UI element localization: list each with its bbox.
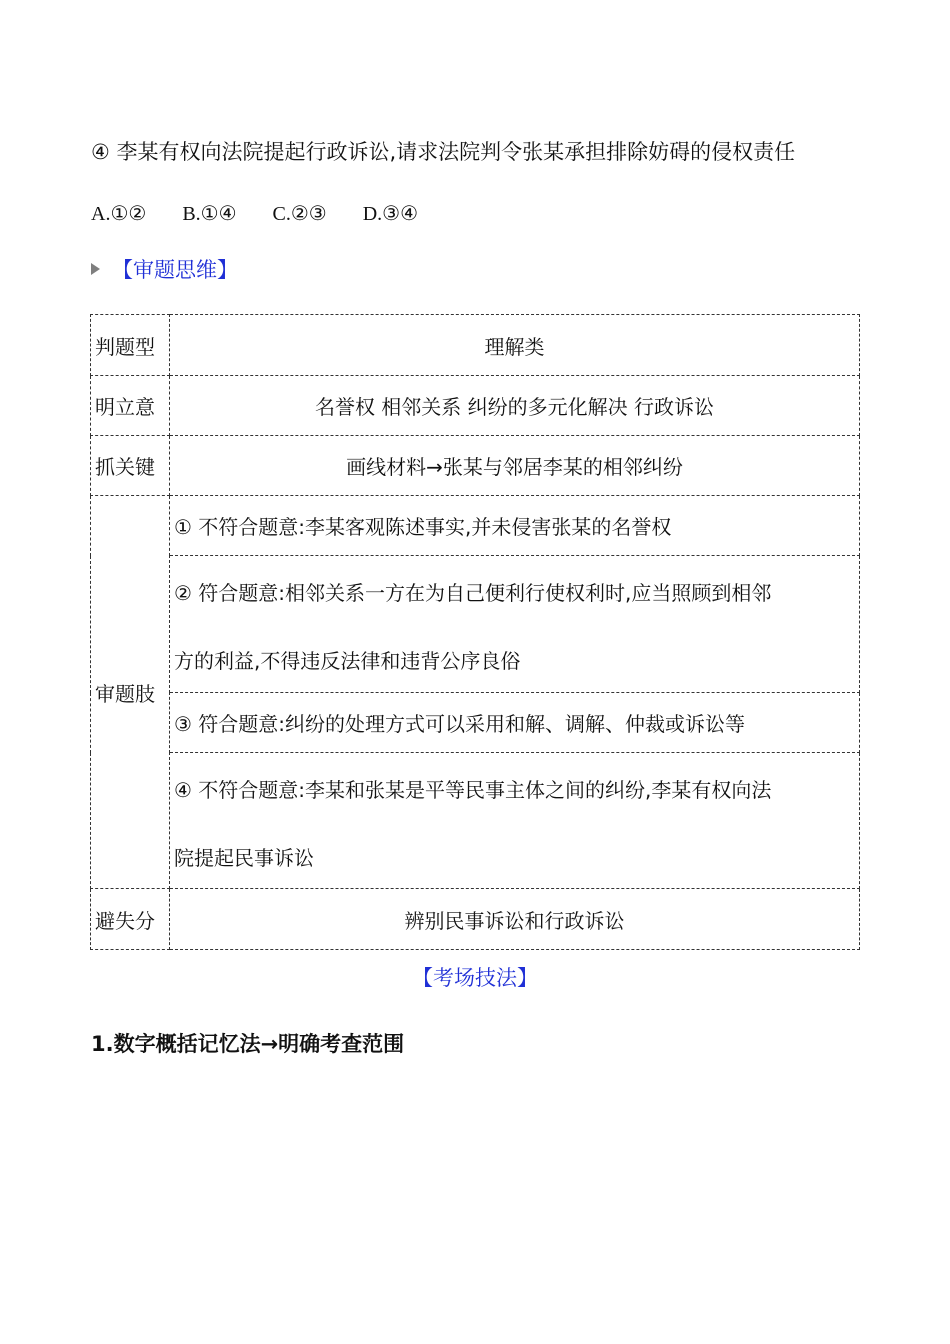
analysis-point-3: ③ 符合题意:纠纷的处理方式可以采用和解、调解、仲裁或诉讼等 [170,693,860,753]
table-row [91,753,860,889]
table-row [91,436,860,496]
table-row [91,315,860,376]
avoid-content: 辨别民事诉讼和行政诉讼 [170,889,860,950]
analysis-point-1: ① 不符合题意:李某客观陈述事实,并未侵害张某的名誉权 [170,496,860,556]
table-row [91,889,860,950]
thinking-title-text: 【审题思维】 [112,258,238,282]
analysis-point-4 [170,753,860,889]
table-row [91,693,860,753]
triangle-bullet-icon [91,263,100,275]
thinking-table [90,314,860,950]
analysis-point-2-line1: ② 符合题意:相邻关系一方在为自己便利行使权利时,应当照顾到相邻 [174,581,772,605]
table-row [91,556,860,693]
option-four-text: ④ 李某有权向法院提起行政诉讼,请求法院判令张某承担排除妨碍的侵权责任 [91,140,796,164]
analysis-point-4-line1: ④ 不符合题意:李某和张某是平等民事主体之间的纠纷,李某有权向法 [174,778,772,802]
row-content: 理解类 [170,315,860,376]
choice-c[interactable]: C.②③ [272,203,327,225]
table-row [91,376,860,436]
row-label: 明立意 [91,376,170,436]
avoid-label: 避失分 [91,889,170,950]
thinking-section-title [91,254,238,284]
row-label: 判题型 [91,315,170,376]
analysis-point-2-line2: 方的利益,不得违反法律和违背公序良俗 [174,649,521,673]
table-row [91,496,860,556]
analysis-label: 审题肢 [91,496,170,889]
analysis-point-4-line2: 院提起民事诉讼 [174,846,314,870]
row-content: 名誉权 相邻关系 纠纷的多元化解决 行政诉讼 [170,376,860,436]
answer-choices [91,201,418,226]
skill-heading-1: 1.数字概括记忆法→明确考查范围 [91,1032,405,1056]
row-content: 画线材料→张某与邻居李某的相邻纠纷 [170,436,860,496]
choice-b[interactable]: B.①④ [182,203,237,225]
row-label: 抓关键 [91,436,170,496]
choice-d[interactable]: D.③④ [362,203,419,225]
exam-skills-title: 【考场技法】 [412,966,538,990]
choice-a[interactable]: A.①② [91,203,147,225]
analysis-point-2 [170,556,860,693]
